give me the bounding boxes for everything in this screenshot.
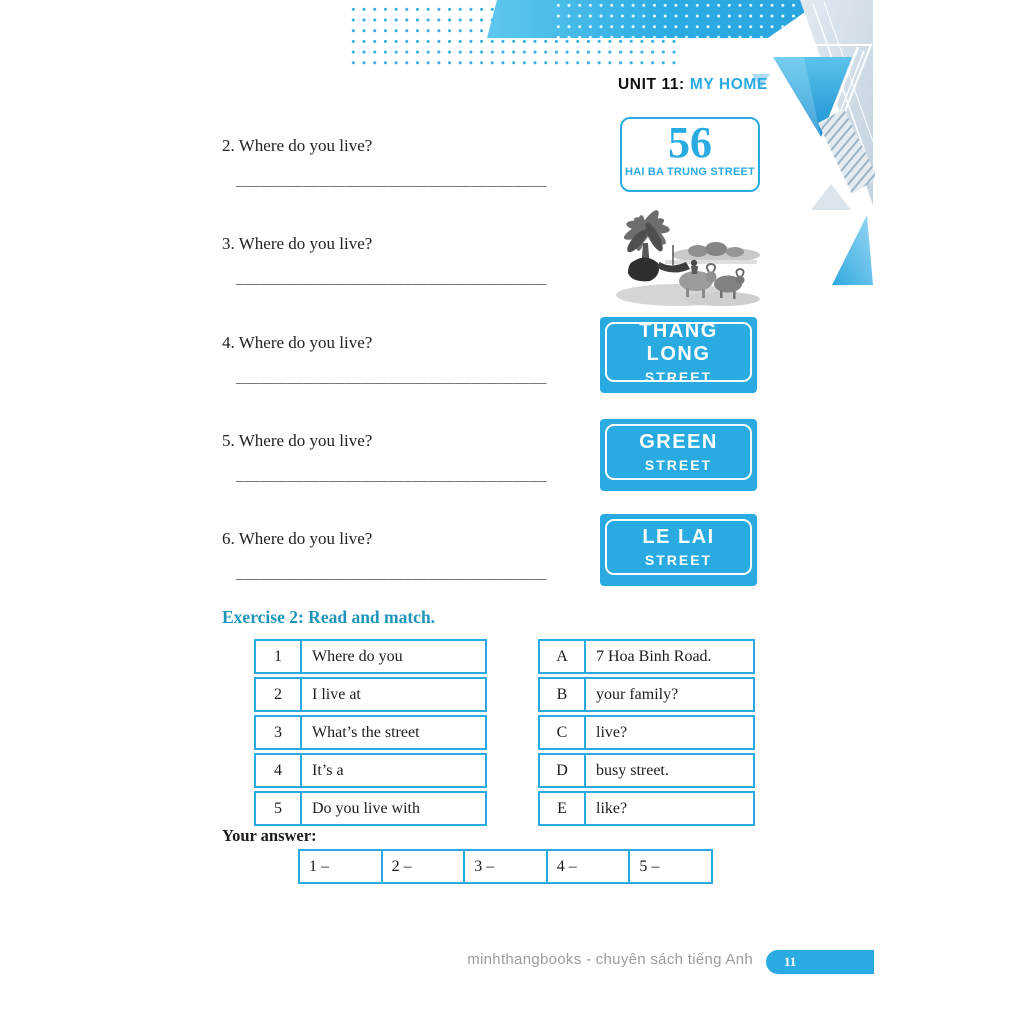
answer-blank-line-3: _____________________________________ <box>236 270 547 287</box>
street-sign-name: GREEN <box>639 431 718 453</box>
row-key: 2 <box>256 679 302 710</box>
table-row <box>538 753 755 788</box>
row-key: 1 <box>256 641 302 672</box>
row-key: A <box>540 641 586 672</box>
answer-cell-4: 4 – <box>546 851 629 882</box>
row-text: What’s the street <box>312 723 420 741</box>
unit-number-label: UNIT 11: <box>618 76 685 93</box>
page-number-badge <box>766 950 874 974</box>
answer-blank-line-6: _____________________________________ <box>236 565 547 582</box>
answer-cell-1: 1 – <box>309 857 329 875</box>
table-row <box>254 677 487 712</box>
unit-title: MY HOME <box>689 76 768 93</box>
question-6 <box>222 529 372 549</box>
row-key: D <box>540 755 586 786</box>
row-key: 4 <box>256 755 302 786</box>
street-sign-thang-long <box>600 317 757 393</box>
street-sign-sub: STREET <box>644 368 713 385</box>
question-text: Where do you live? <box>238 333 373 352</box>
street-sign-sub: STREET <box>644 457 713 473</box>
exercise-2-title: Exercise 2: Read and match. <box>222 607 436 627</box>
table-row <box>538 677 755 712</box>
row-text: Where do you <box>312 647 403 665</box>
street-sign-green <box>600 419 757 491</box>
row-key: 5 <box>256 793 302 824</box>
table-row <box>254 639 487 674</box>
row-key: B <box>540 679 586 710</box>
house-number: 56 <box>668 118 712 167</box>
row-text: It’s a <box>312 761 344 779</box>
row-text: busy street. <box>596 761 669 779</box>
question-text: Where do you live? <box>238 529 373 548</box>
table-row <box>538 715 755 750</box>
question-number: 2. <box>222 136 235 155</box>
answer-cell-2: 2 – <box>381 851 464 882</box>
publisher-brand-text: minhthangbooks - chuyên sách tiếng Anh <box>467 951 753 968</box>
question-text: Where do you live? <box>238 234 373 253</box>
question-5 <box>222 431 372 451</box>
answer-blank-line-4: _____________________________________ <box>236 369 547 386</box>
answer-cell-5: 5 – <box>628 851 711 882</box>
street-sign-sub: STREET <box>644 552 713 568</box>
countryside-buffalo-illustration <box>610 203 762 309</box>
row-text: your family? <box>596 685 679 703</box>
table-row <box>538 791 755 826</box>
question-number: 6. <box>222 529 235 548</box>
table-row <box>254 715 487 750</box>
row-text: like? <box>596 799 628 817</box>
unit-header <box>618 76 768 94</box>
page-number: 11 <box>784 954 797 969</box>
question-number: 4. <box>222 333 235 352</box>
table-row <box>254 791 487 826</box>
question-number: 5. <box>222 431 235 450</box>
answer-table <box>298 849 713 884</box>
answer-blank-line-5: _____________________________________ <box>236 467 547 484</box>
table-row <box>254 753 487 788</box>
question-4 <box>222 333 372 353</box>
question-text: Where do you live? <box>238 136 373 155</box>
row-text: Do you live with <box>312 799 420 817</box>
street-sign-name: LE LAI <box>642 526 715 548</box>
your-answer-label: Your answer: <box>222 826 317 845</box>
match-table-right <box>538 639 755 829</box>
street-sign-name: THANG LONG <box>639 319 718 365</box>
match-table-left <box>254 639 487 829</box>
row-key: 3 <box>256 717 302 748</box>
question-2 <box>222 136 372 156</box>
question-number: 3. <box>222 234 235 253</box>
row-text: live? <box>596 723 628 741</box>
row-text: 7 Hoa Binh Road. <box>596 647 712 665</box>
row-text: I live at <box>312 685 361 703</box>
street-sign-le-lai <box>600 514 757 586</box>
house-number-sign <box>620 117 760 192</box>
table-row <box>538 639 755 674</box>
answer-cell-3: 3 – <box>463 851 546 882</box>
question-3 <box>222 234 372 254</box>
house-number-street: HAI BA TRUNG STREET <box>625 166 755 178</box>
answer-blank-line-2: _____________________________________ <box>236 172 547 189</box>
row-key: C <box>540 717 586 748</box>
row-key: E <box>540 793 586 824</box>
question-text: Where do you live? <box>238 431 373 450</box>
